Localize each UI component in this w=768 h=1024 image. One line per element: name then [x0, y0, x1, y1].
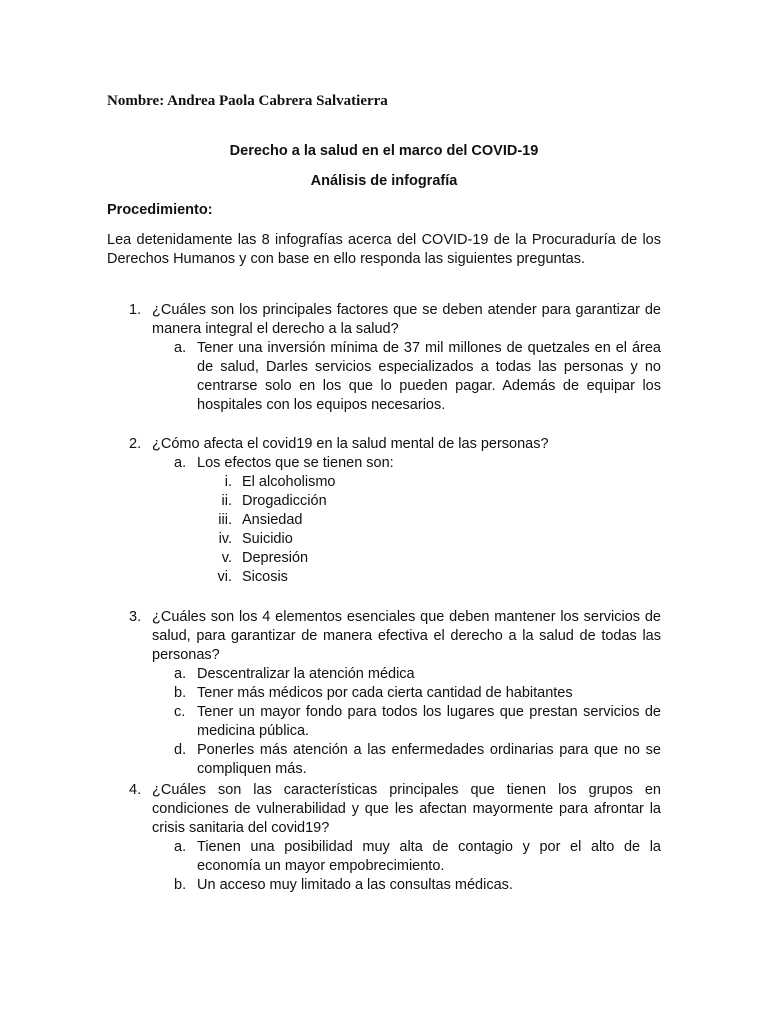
answer-item	[107, 454, 661, 473]
question-text	[107, 608, 661, 665]
answer-item	[107, 703, 661, 741]
answer-letter: a.	[174, 839, 187, 855]
document-subtitle: Análisis de infografía	[310, 173, 458, 189]
answer-letter: a.	[174, 340, 187, 356]
question-3	[107, 608, 661, 779]
effect-text: Suicidio	[242, 531, 293, 547]
effect-text: Sicosis	[242, 569, 288, 585]
answer-item	[107, 876, 661, 895]
effect-numeral: v.	[221, 550, 232, 566]
answer-text: Tener más médicos por cada cierta cantidad de habitantes	[197, 685, 573, 701]
answer-text: Tener una inversión mínima de 37 mil millones de quetzales en el área de salud, Darles servicios especializados a todas las personas y no centrarse solo en los que lo pueden pagar. Además de equipar los hospitales con los equipos necesarios.	[197, 340, 661, 413]
effect-numeral: vi.	[217, 569, 232, 585]
answer-text: Tener un mayor fondo para todos los lugares que prestan servicios de medicina pública.	[197, 704, 661, 739]
question-4	[107, 781, 661, 895]
answer-text: Un acceso muy limitado a las consultas médicas.	[197, 877, 513, 893]
answer-letter: c.	[174, 704, 186, 720]
document-title: Derecho a la salud en el marco del COVID-19	[229, 143, 539, 159]
question-number: 4.	[129, 782, 142, 798]
answer-letter: a.	[174, 666, 187, 682]
question-number: 3.	[129, 609, 142, 625]
effect-numeral: iii.	[218, 512, 232, 528]
question-text	[107, 781, 661, 838]
question-body: ¿Cómo afecta el covid19 en la salud mental de las personas?	[152, 436, 549, 452]
question-body: ¿Cuáles son las características principales que tienen los grupos en condiciones de vulnerabilidad y que les afectan mayormente para afrontar la crisis sanitaria del covid19?	[152, 782, 661, 836]
question-body: ¿Cuáles son los principales factores que se deben atender para garantizar de manera integral el derecho a la salud?	[152, 302, 661, 337]
question-number: 2.	[129, 436, 142, 452]
answer-text: Descentralizar la atención médica	[197, 666, 415, 682]
answer-item	[107, 741, 661, 779]
effect-item	[107, 511, 661, 530]
question-text	[107, 435, 661, 454]
effect-item	[107, 492, 661, 511]
question-2	[107, 435, 661, 587]
answer-letter: b.	[174, 685, 187, 701]
effect-item	[107, 530, 661, 549]
answer-letter: a.	[174, 455, 187, 471]
answer-item	[107, 838, 661, 876]
effect-text: Depresión	[242, 550, 309, 566]
question-body: ¿Cuáles son los 4 elementos esenciales que deben mantener los servicios de salud, para garantizar de manera efectiva el derecho a la salud de todas las personas?	[152, 609, 661, 663]
question-1	[107, 301, 661, 415]
answer-item	[107, 339, 661, 415]
effect-item	[107, 473, 661, 492]
question-number: 1.	[129, 302, 142, 318]
answer-item	[107, 684, 661, 703]
procedure-label: Procedimiento:	[107, 202, 213, 218]
effect-numeral: i.	[224, 474, 232, 490]
answer-item	[107, 665, 661, 684]
effect-numeral: iv.	[218, 531, 232, 547]
effect-text: El alcoholismo	[242, 474, 336, 490]
student-name: Nombre: Andrea Paola Cabrera Salvatierra	[107, 93, 388, 109]
effect-item	[107, 568, 661, 587]
answer-letter: b.	[174, 877, 187, 893]
procedure-text: Lea detenidamente las 8 infografías acerca del COVID-19 de la Procuraduría de los Derechos Humanos y con base en ello responda las siguientes preguntas.	[107, 232, 661, 267]
effect-numeral: ii.	[221, 493, 232, 509]
answer-text: Los efectos que se tienen son:	[197, 455, 394, 471]
question-text	[107, 301, 661, 339]
effect-text: Drogadicción	[242, 493, 327, 509]
answer-text: Tienen una posibilidad muy alta de contagio y por el alto de la economía un mayor empobrecimiento.	[197, 839, 661, 874]
effect-text: Ansiedad	[242, 512, 303, 528]
answer-letter: d.	[174, 742, 187, 758]
effect-item	[107, 549, 661, 568]
answer-text: Ponerles más atención a las enfermedades ordinarias para que no se compliquen más.	[197, 742, 661, 777]
